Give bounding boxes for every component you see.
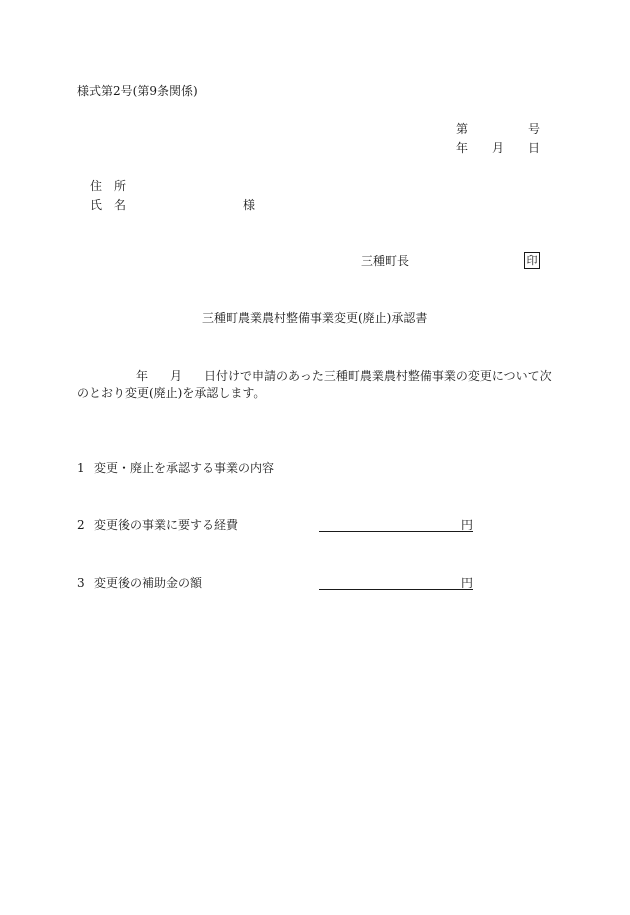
item-1-label: 変更・廃止を承認する事業の内容	[94, 461, 275, 475]
name-label: 氏 名	[90, 198, 127, 212]
date-day: 日	[528, 141, 541, 155]
item-3-unit: 円	[461, 576, 474, 590]
item-2-underline	[319, 531, 473, 532]
address-label: 住 所	[90, 179, 127, 193]
date-year: 年	[456, 141, 469, 155]
issuer-title: 三種町長	[361, 254, 410, 268]
item-2-unit: 円	[461, 518, 474, 532]
doc-number-dai: 第	[456, 122, 469, 136]
item-2-number: 2	[77, 518, 85, 532]
honorific: 様	[243, 198, 256, 212]
doc-number-go: 号	[528, 122, 541, 136]
seal-mark: 印	[524, 252, 540, 269]
item-3-underline	[319, 589, 473, 590]
body-paragraph	[77, 368, 557, 402]
item-1-number: 1	[77, 461, 85, 475]
body-month: 月	[170, 369, 183, 383]
document-title: 三種町農業農村整備事業変更(廃止)承認書	[202, 311, 428, 325]
body-text-2: のとおり変更(廃止)を承認します。	[77, 386, 266, 400]
body-year: 年	[136, 369, 149, 383]
item-2-label: 変更後の事業に要する経費	[94, 518, 239, 532]
item-3-label: 変更後の補助金の額	[94, 576, 203, 590]
date-month: 月	[492, 141, 505, 155]
form-label: 様式第2号(第9条関係)	[77, 84, 198, 98]
body-text-1: 日付けで申請のあった三種町農業農村整備事業の変更について次	[204, 369, 552, 383]
item-3-number: 3	[77, 576, 85, 590]
